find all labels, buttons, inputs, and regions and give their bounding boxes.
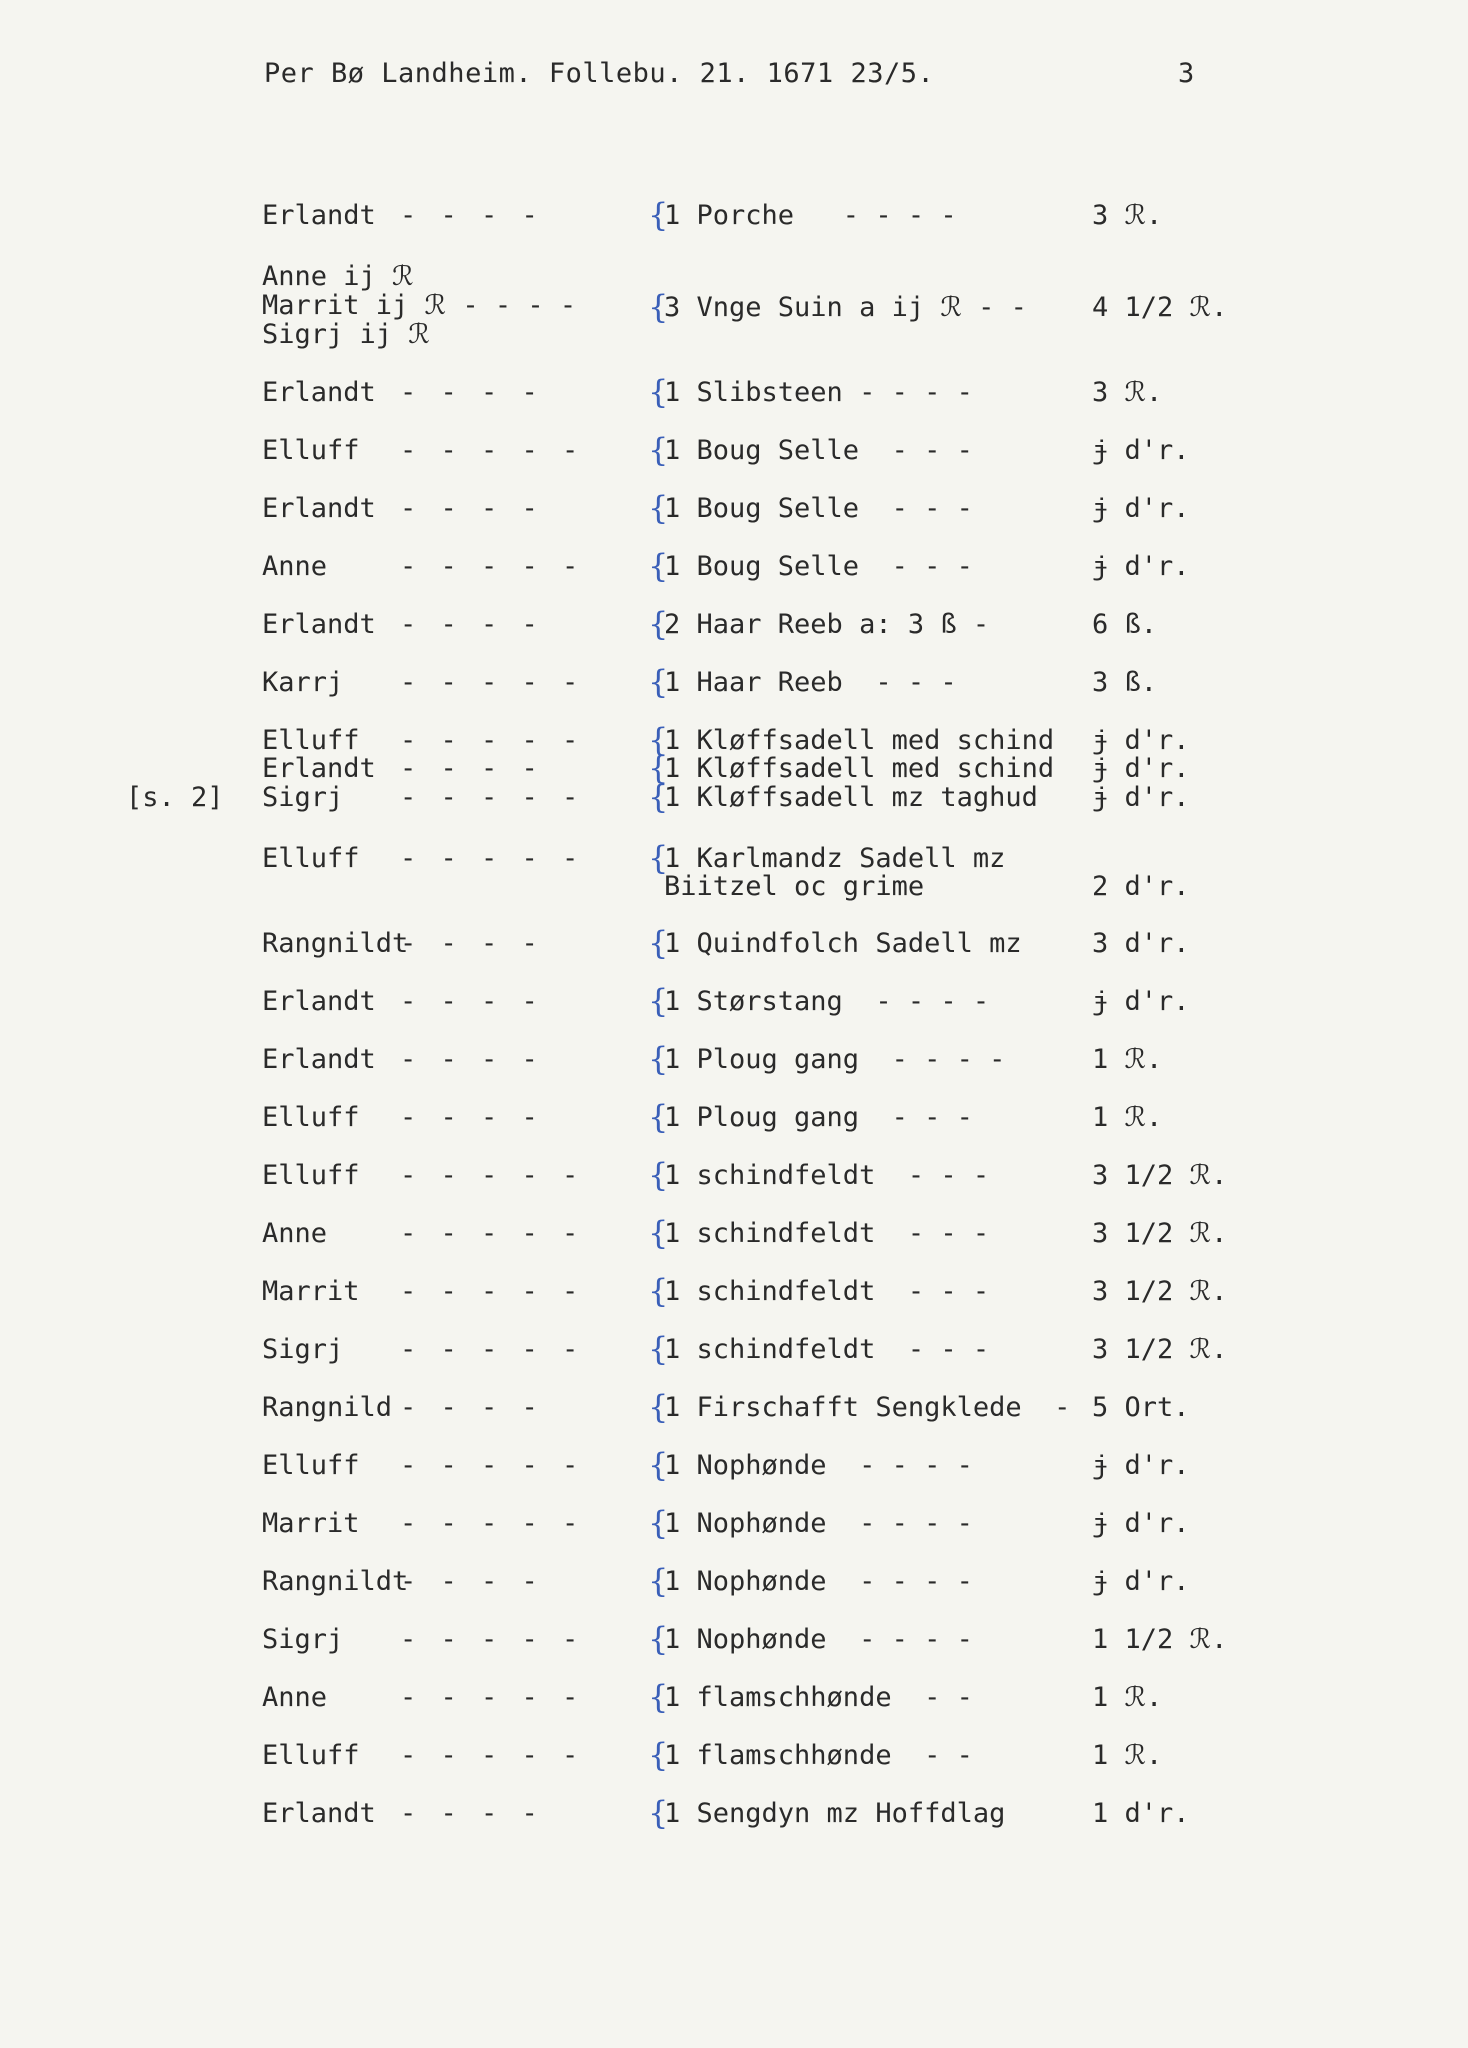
list-item [0,1794,1468,1838]
price-text: 1 ℛ. [1092,1102,1163,1133]
brace-mark: { [648,749,669,787]
item-text: 1 Kløffsadell med schind [664,753,1055,784]
list-item [0,1040,1468,1084]
brace-mark: { [648,1272,669,1310]
price-text: 1 ℛ. [1092,1044,1163,1075]
item-text: 1 Nophønde - - - - [664,1624,973,1655]
leader-dashes: - - - - - [400,1218,583,1249]
item-text: 1 Nophønde - - - - [664,1508,973,1539]
person-name: Erlandt [262,377,376,408]
list-item [0,1214,1468,1258]
item-text: 1 Karlmandz Sadell mz [664,843,1006,874]
item-text: 1 Størstang - - - - [664,986,990,1017]
item-text: 1 schindfeldt - - - [664,1160,990,1191]
price-text: ɉ d'r. [1092,435,1190,466]
brace-mark: { [648,982,669,1020]
item-text: 1 Nophønde - - - - [664,1450,973,1481]
list-item [0,924,1468,968]
person-name: Karrj [262,667,344,698]
list-item [0,489,1468,533]
item-text: 1 Ploug gang - - - [664,1102,973,1133]
list-item [0,1620,1468,1664]
price-text: ɉ d'r. [1092,1566,1190,1597]
list-item [0,1678,1468,1722]
person-name: Erlandt [262,986,376,1017]
person-name: Erlandt [262,200,376,231]
brace-mark: { [648,431,669,469]
brace-mark: { [648,1620,669,1658]
item-text: 2 Haar Reeb a: 3 ß - [664,609,990,640]
brace-mark: { [648,489,669,527]
item-text: 1 flamschhønde - - [664,1682,973,1713]
price-text: 3 1/2 ℛ. [1092,1218,1228,1249]
item-text: 1 Ploug gang - - - - [664,1044,1006,1075]
brace-mark: { [648,1736,669,1774]
brace-mark: { [648,1562,669,1600]
item-text: 1 Slibsteen - - - - [664,377,973,408]
side-note: [s. 2] [126,782,224,813]
price-text: 3 1/2 ℛ. [1092,1334,1228,1365]
price-text: 3 1/2 ℛ. [1092,1276,1228,1307]
brace-mark: { [648,1678,669,1716]
leader-dashes: - - - - - [400,1160,583,1191]
person-name: Anne [262,1218,328,1249]
price-text: ɉ d'r. [1092,782,1190,813]
brace-mark: { [648,373,669,411]
price-text: 3 ß. [1092,667,1158,698]
leader-dashes: - - - - [400,1044,542,1075]
person-name: Elluff [262,843,360,874]
person-name: Elluff [262,1160,360,1191]
list-item [0,1272,1468,1316]
brace-mark: { [648,924,669,962]
leader-dashes: - - - - [400,1392,542,1423]
row-names-multi: Anne ij ℛ Marrit ij ℛ - - - - Sigrj ij ℛ [262,261,577,350]
brace-mark: { [648,547,669,585]
item-text: 1 Kløffsadell mz taghud [664,782,1038,813]
list-item [0,547,1468,591]
item-text-line2: Biitzel oc grime [664,871,925,902]
item-text: 1 Quindfolch Sadell mz [664,928,1022,959]
person-name: Erlandt [262,609,376,640]
price-text: 3 ℛ. [1092,377,1163,408]
price-text: 4 1/2 ℛ. [1092,292,1228,323]
item-text: 1 Boug Selle - - - [664,551,973,582]
person-name: Sigrj [262,1624,344,1655]
list-item [0,982,1468,1026]
page-header: Per Bø Landheim. Follebu. 21. 1671 23/5. [264,58,935,89]
brace-mark: { [648,1040,669,1078]
brace-mark: { [648,1388,669,1426]
leader-dashes: - - - - [400,1798,542,1829]
price-text: ɉ d'r. [1092,493,1190,524]
leader-dashes: - - - - [400,200,542,231]
price-text: 3 d'r. [1092,928,1190,959]
list-item [0,1446,1468,1490]
list-item [0,1098,1468,1142]
leader-dashes: - - - - - [400,1508,583,1539]
item-text: 1 Nophønde - - - - [664,1566,973,1597]
price-text: 1 ℛ. [1092,1682,1163,1713]
item-text: 1 Haar Reeb - - - [664,667,957,698]
person-name: Erlandt [262,753,376,784]
item-text: 1 Sengdyn mz Hoffdlag [664,1798,1006,1829]
person-name: Elluff [262,1450,360,1481]
list-item [0,1156,1468,1200]
item-text: 1 Firschafft Sengklede - [664,1392,1071,1423]
person-name: Erlandt [262,1798,376,1829]
list-item [0,431,1468,475]
person-name: Elluff [262,435,360,466]
brace-mark: { [648,1330,669,1368]
price-text: ɉ d'r. [1092,753,1190,784]
brace-mark: { [648,1214,669,1252]
brace-mark: { [648,1504,669,1542]
brace-mark: { [648,1794,669,1832]
leader-dashes: - - - - - [400,667,583,698]
leader-dashes: - - - - - [400,435,583,466]
leader-dashes: - - - - - [400,782,583,813]
brace-mark: { [648,196,669,234]
price-text: ɉ d'r. [1092,551,1190,582]
price-text: 1 ℛ. [1092,1740,1163,1771]
person-name: Erlandt [262,493,376,524]
leader-dashes: - - - - - [400,1682,583,1713]
leader-dashes: - - - - - [400,1624,583,1655]
item-text: 1 Boug Selle - - - [664,493,973,524]
person-name: Rangnildt [262,1566,409,1597]
item-text: 3 Vnge Suin a ij ℛ - - [664,292,1027,323]
person-name: Marrit [262,1508,360,1539]
list-item [0,288,1468,332]
price-text: 1 d'r. [1092,1798,1190,1829]
list-item [0,1736,1468,1780]
list-item [0,663,1468,707]
list-item [0,1388,1468,1432]
brace-mark: { [648,605,669,643]
list-item [0,605,1468,649]
leader-dashes: - - - - - [400,1450,583,1481]
price-text: ɉ d'r. [1092,1508,1190,1539]
price-text: 3 1/2 ℛ. [1092,1160,1228,1191]
price-text: 5 Ort. [1092,1392,1190,1423]
leader-dashes: - - - - - [400,1276,583,1307]
person-name: Sigrj [262,782,344,813]
person-name: Marrit [262,1276,360,1307]
person-name: Elluff [262,1740,360,1771]
person-name: Rangnildt [262,928,409,959]
person-name: Elluff [262,725,360,756]
price-text: 2 d'r. [1092,871,1190,902]
list-item [0,1504,1468,1548]
leader-dashes: - - - - - [400,551,583,582]
price-text: 6 ß. [1092,609,1158,640]
brace-mark: { [648,1098,669,1136]
leader-dashes: - - - - [400,1566,542,1597]
price-text: ɉ d'r. [1092,986,1190,1017]
leader-dashes: - - - - [400,493,542,524]
item-text: 1 schindfeldt - - - [664,1218,990,1249]
leader-dashes: - - - - - [400,1334,583,1365]
list-item [0,839,1468,902]
leader-dashes: - - - - - [400,843,583,874]
list-item [0,1562,1468,1606]
item-text: 1 flamschhønde - - [664,1740,973,1771]
list-item [0,778,1468,822]
brace-mark: { [648,663,669,701]
brace-mark: { [648,778,669,816]
price-text: 1 1/2 ℛ. [1092,1624,1228,1655]
price-text: 3 ℛ. [1092,200,1163,231]
list-item [0,196,1468,240]
person-name: Elluff [262,1102,360,1133]
person-name: Erlandt [262,1044,376,1075]
leader-dashes: - - - - [400,609,542,640]
item-text: 1 Kløffsadell med schind [664,725,1055,756]
person-name: Anne [262,1682,328,1713]
brace-mark: { [648,288,669,326]
item-text: 1 Boug Selle - - - [664,435,973,466]
leader-dashes: - - - - [400,1102,542,1133]
list-item [0,1330,1468,1374]
person-name: Sigrj [262,1334,344,1365]
leader-dashes: - - - - - [400,725,583,756]
brace-mark: { [648,721,669,759]
list-item [0,373,1468,417]
leader-dashes: - - - - [400,753,542,784]
item-text: 1 schindfeldt - - - [664,1276,990,1307]
price-text: ɉ d'r. [1092,725,1190,756]
brace-mark: { [648,1156,669,1194]
brace-mark: { [648,1446,669,1484]
price-text: ɉ d'r. [1092,1450,1190,1481]
person-name: Anne [262,551,328,582]
leader-dashes: - - - - - [400,1740,583,1771]
leader-dashes: - - - - [400,377,542,408]
brace-mark: { [648,839,669,877]
leader-dashes: - - - - [400,928,542,959]
item-text: 1 schindfeldt - - - [664,1334,990,1365]
leader-dashes: - - - - [400,986,542,1017]
page-number: 3 [1178,58,1195,89]
person-name: Rangnild [262,1392,393,1423]
item-text: 1 Porche - - - - [664,200,957,231]
